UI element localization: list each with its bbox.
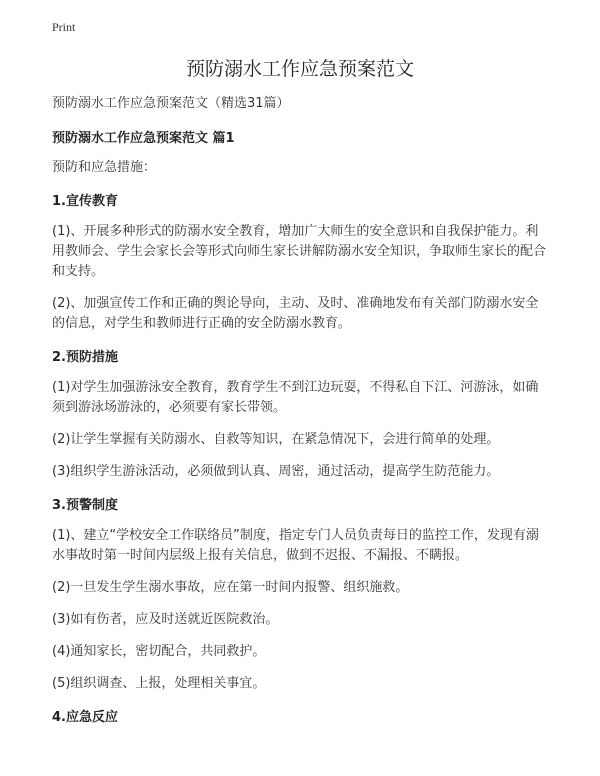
section-paragraph: (2)、加强宣传工作和正确的舆论导向，主动、及时、准确地发布有关部门防溺水安全的信息，对学生和教师进行正确的安全防溺水教育。 bbox=[52, 296, 539, 331]
print-link[interactable]: Print bbox=[52, 20, 76, 34]
section-paragraph: (4)通知家长，密切配合，共同救护。 bbox=[52, 644, 266, 659]
section-heading: 2.预防措施 bbox=[52, 350, 118, 365]
section-paragraph: (2)一旦发生学生溺水事故，应在第一时间内报警、组织施救。 bbox=[52, 580, 409, 595]
document-body bbox=[52, 94, 548, 738]
page-title: 预防溺水工作应急预案范文 bbox=[185, 58, 414, 80]
section-paragraph: (3)组织学生游泳活动，必须做到认真、周密，通过活动，提高学生防范能力。 bbox=[52, 464, 500, 479]
intro-text: 预防和应急措施： bbox=[52, 160, 157, 175]
section-paragraph: (2)让学生掌握有关防溺水、自救等知识，在紧急情况下，会进行简单的处理。 bbox=[52, 432, 500, 447]
section-paragraph: (5)组织调查、上报，处理相关事宜。 bbox=[52, 676, 266, 691]
section-paragraph: (3)如有伤者，应及时送就近医院救治。 bbox=[52, 612, 279, 627]
section-paragraph: (1)、建立“学校安全工作联络员”制度，指定专门人员负责每日的监控工作，发现有溺水事故时第一时间内层级上报有关信息，做到不迟报、不漏报、不瞒报。 bbox=[52, 528, 539, 563]
document-subtitle: 预防溺水工作应急预案范文（精选31篇） bbox=[52, 96, 290, 111]
section-heading: 4.应急反应 bbox=[52, 710, 118, 725]
article-heading: 预防溺水工作应急预案范文 篇1 bbox=[52, 131, 235, 146]
section-paragraph: (1)对学生加强游泳安全教育，教育学生不到江边玩耍，不得私自下江、河游泳，如确须到游泳场游泳的，必须要有家长带领。 bbox=[52, 380, 539, 415]
section-heading: 3.预警制度 bbox=[52, 498, 118, 513]
section-paragraph: (1)、开展多种形式的防溺水安全教育，增加广大师生的安全意识和自我保护能力。利用教师会、学生会家长会等形式向师生家长讲解防溺水安全知识，争取师生家长的配合和支持。 bbox=[52, 224, 547, 279]
section-heading: 1.宣传教育 bbox=[52, 194, 118, 209]
